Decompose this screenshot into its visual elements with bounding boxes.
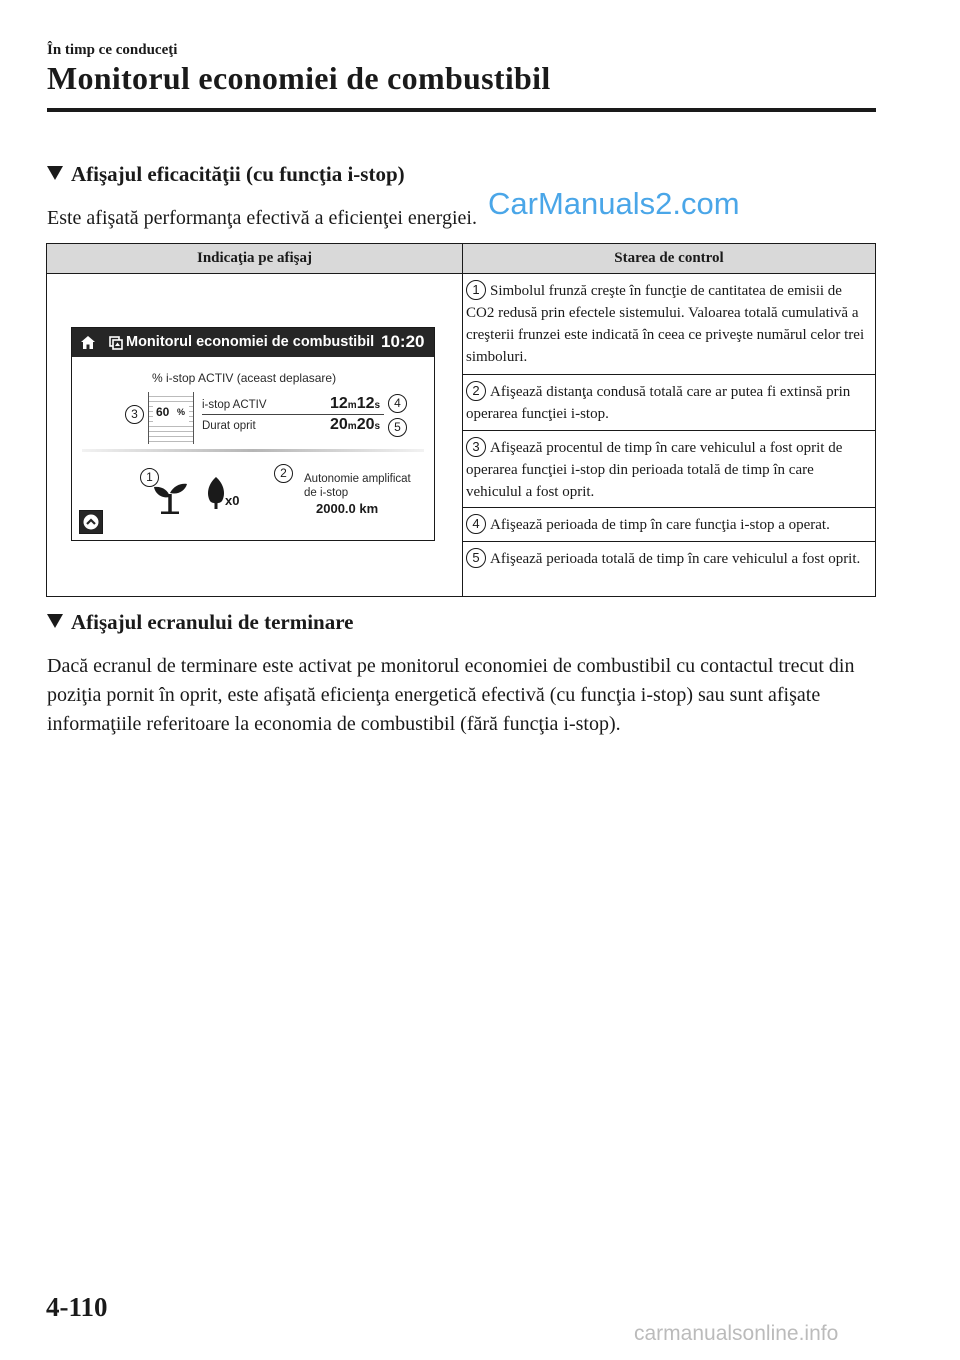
page-title: Monitorul economiei de combustibil <box>47 60 551 96</box>
footer-watermark: carmanualsonline.info <box>634 1322 839 1345</box>
state-text: Afişează procentul de timp în care vehiculul a fost oprit de operarea funcţiei i-stop din perioada totală de timp în care vehiculul a fost oprit. <box>466 440 843 500</box>
callout-3: 3 <box>125 405 144 424</box>
control-table <box>46 243 876 597</box>
col-header-state: Starea de control <box>463 244 876 274</box>
triangle-bullet-icon <box>47 166 63 180</box>
callout-2: 2 <box>274 464 293 483</box>
screen-title-bar <box>72 328 434 357</box>
row-divider <box>202 414 384 415</box>
state-row-5 <box>463 542 876 597</box>
state-row-1 <box>463 274 876 375</box>
section-heading-end-screen-text: Afişajul ecranului de terminare <box>71 610 354 634</box>
minutes-unit: m <box>347 421 357 432</box>
row-number: 2 <box>466 381 486 401</box>
stop-duration-seconds: 20 <box>356 416 375 433</box>
tree-count: x0 <box>225 493 240 508</box>
range-label-line1: Autonomie amplificat <box>304 473 411 485</box>
watermark: CarManuals2.com <box>488 186 740 221</box>
state-row-2 <box>463 375 876 431</box>
istop-active-minutes: 12 <box>330 395 348 412</box>
row-number: 1 <box>466 280 486 300</box>
state-row-3 <box>463 431 876 508</box>
range-value: 2000.0 km <box>316 501 379 516</box>
state-row-4 <box>463 508 876 542</box>
gauge-readout <box>153 402 189 422</box>
seconds-unit: s <box>374 421 381 432</box>
home-icon <box>80 335 96 350</box>
screens-icon <box>109 336 123 350</box>
stop-duration-value <box>330 416 380 434</box>
breadcrumb: În timp ce conduceţi <box>47 42 178 58</box>
stop-duration-label: Durat oprit <box>202 420 256 432</box>
stop-duration-minutes: 20 <box>330 416 348 433</box>
triangle-bullet-icon <box>47 614 63 628</box>
page-number: 4-110 <box>46 1292 108 1322</box>
row-number: 5 <box>466 548 486 568</box>
istop-percent-gauge <box>148 392 194 444</box>
screen-title: Monitorul economiei de combustibil <box>126 334 375 350</box>
state-text: Afişează distanţa condusă totală care ar putea fi extinsă prin operarea funcţiei i-stop. <box>466 384 851 422</box>
seconds-unit: s <box>374 400 381 411</box>
chevron-up-icon <box>83 514 99 530</box>
tree-icon <box>205 476 227 510</box>
minutes-unit: m <box>347 400 357 411</box>
callout-5: 5 <box>388 418 407 437</box>
callout-1: 1 <box>140 468 159 487</box>
screen-clock: 10:20 <box>381 332 425 351</box>
section-heading-efficacy <box>47 162 405 187</box>
title-rule <box>47 108 876 112</box>
istop-percent-unit: % <box>177 407 186 417</box>
section-heading-efficacy-text: Afişajul eficacităţii (cu funcţia i-stop) <box>71 162 405 186</box>
istop-active-label: i-stop ACTIV <box>202 399 267 411</box>
range-label-line2: de i-stop <box>304 487 349 499</box>
section-divider <box>82 449 424 452</box>
col-header-display: Indicaţia pe afişaj <box>47 244 463 274</box>
row-number: 4 <box>466 514 486 534</box>
istop-percent-value: 60 <box>156 405 170 419</box>
sprout-leaf-icon <box>152 480 188 514</box>
scroll-up-button[interactable] <box>79 510 103 534</box>
state-text: Afişează perioada de timp în care funcţia i-stop a operat. <box>490 517 830 533</box>
istop-active-seconds: 12 <box>356 395 375 412</box>
display-illustration-cell <box>47 274 463 597</box>
state-text: Afişează perioada totală de timp în care vehiculul a fost oprit. <box>490 551 861 567</box>
state-text: Simbolul frunză creşte în funcţie de cantitatea de emisii de CO2 redusă prin efectele sistemului. Valoarea totală cumulativă a creşterii frunzei este indicată în ceea ce priveşte numărul celor trei simboluri. <box>466 283 865 365</box>
section-heading-end-screen <box>47 610 354 635</box>
fuel-monitor-screen <box>71 327 435 541</box>
section-intro: Este afişată performanţa efectivă a eficienţei energiei. <box>47 207 477 229</box>
istop-active-value <box>330 395 380 413</box>
callout-4: 4 <box>388 394 407 413</box>
section-body-end-screen: Dacă ecranul de terminare este activat pe monitorul economiei de combustibil cu contactul trecut din poziţia pornit în oprit, este afişată eficienţa energetică efectivă (cu funcţia i-stop) sau sunt afişate informaţiile referitoare la economia de combustibil (fără funcţia i-stop). <box>47 655 855 735</box>
row-number: 3 <box>466 437 486 457</box>
istop-percent-label: % i-stop ACTIV (aceast deplasare) <box>152 371 337 385</box>
